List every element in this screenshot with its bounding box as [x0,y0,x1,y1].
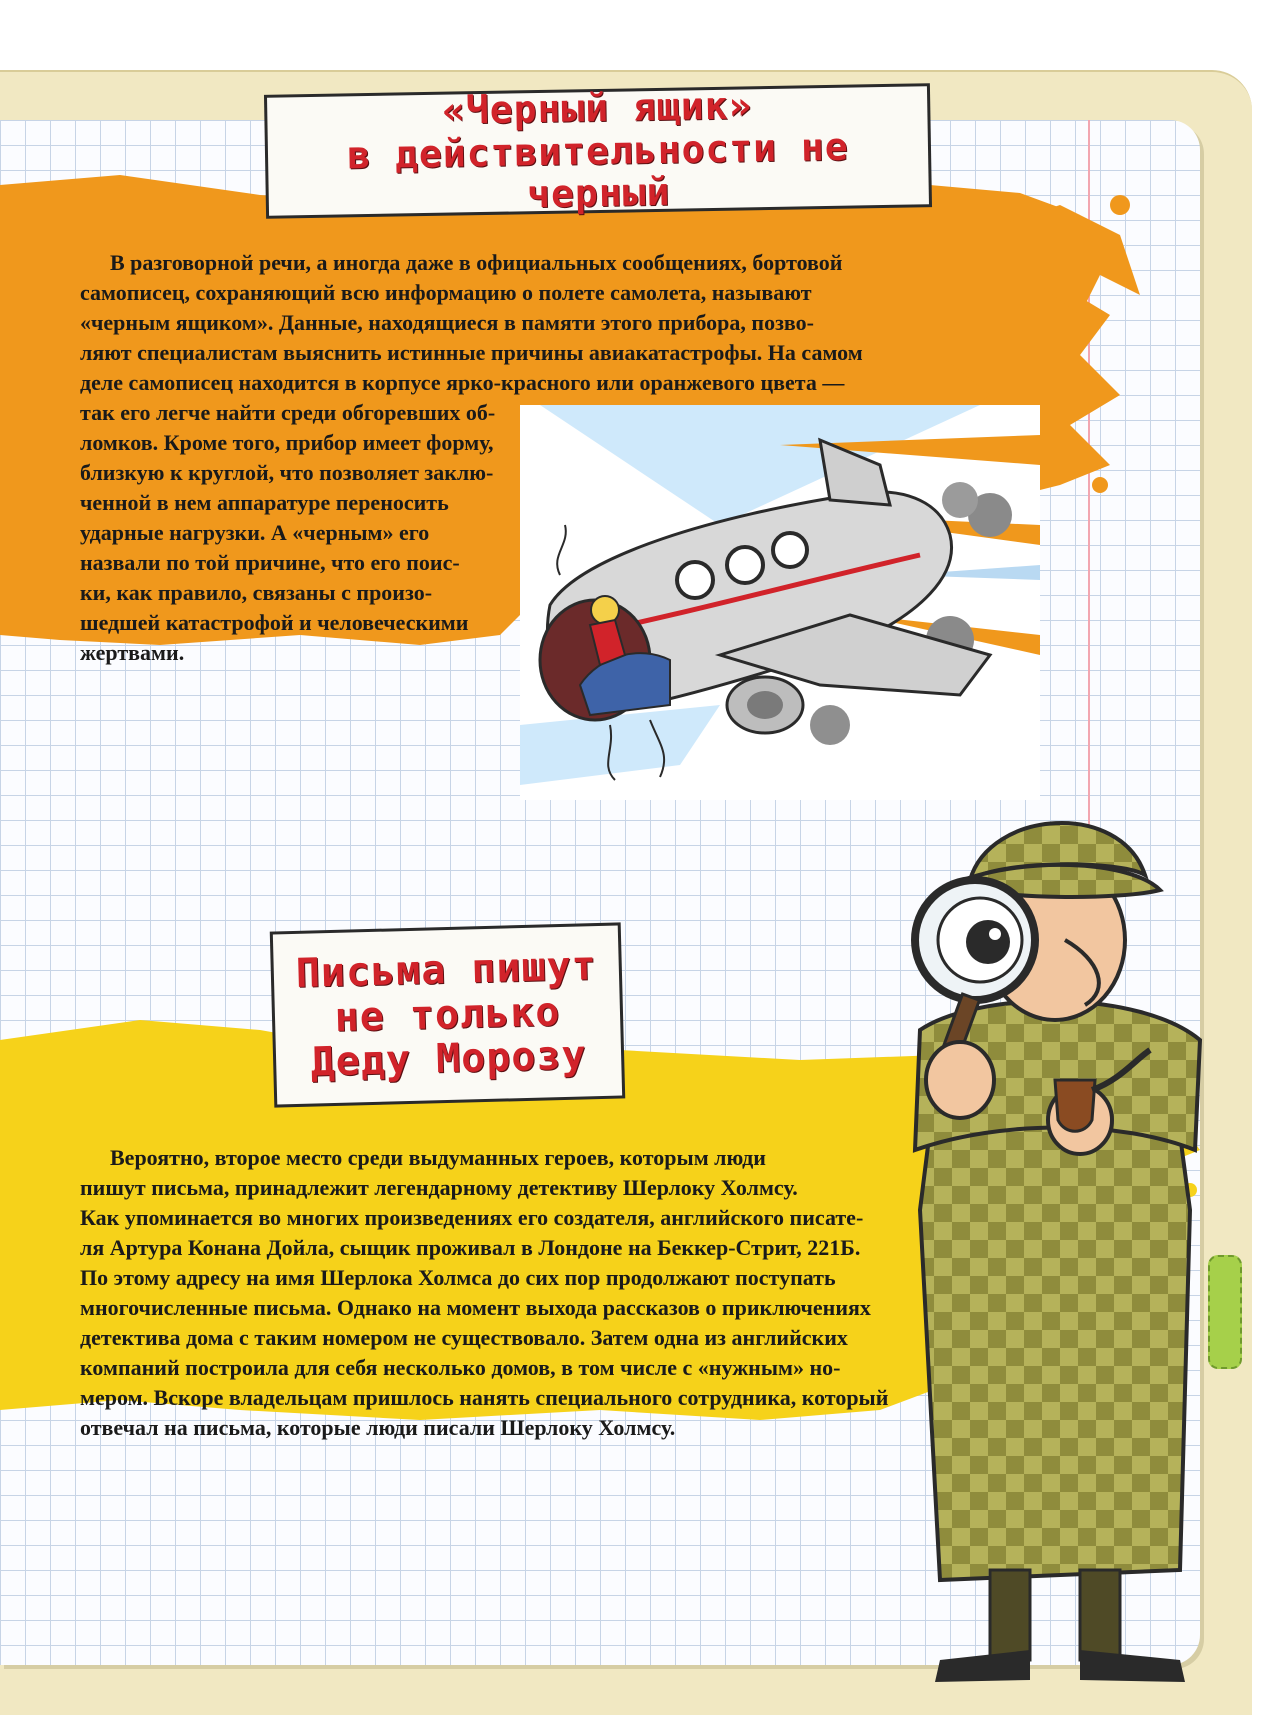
text-line: так его легче найти среди обгоревших об- [80,400,496,425]
text-line: деле самописец находится в корпусе ярко-красного или оранжевого цвета — [80,370,845,395]
green-paper-clip [1208,1255,1242,1369]
section2-title-banner [273,926,622,1105]
section1-title-line-1: «Черный ящик» [441,83,753,133]
text-line: ляют специалистам выяснить истинные причины авиакатастрофы. На самом [80,340,863,365]
text-line: компаний построила для себя несколько домов, в том числе с «нужным» но- [80,1355,841,1380]
section2-title-line-2: не только [334,988,561,1041]
section2-title-line-3: Деду Морозу [310,1032,588,1086]
text-line: ченной в нем аппаратуре переносить [80,490,449,515]
text-line: многочисленные письма. Однако на момент выхода рассказов о приключениях [80,1295,871,1320]
section1-paragraph [80,248,940,398]
section1-paragraph-narrow [80,398,510,668]
section1-title-line-2: в действительности не черный [346,124,850,217]
text-line: «черным ящиком». Данные, находящиеся в памяти этого прибора, позво- [80,310,814,335]
text-line: детектива дома с таким номером не существовало. Затем одна из английских [80,1325,848,1350]
text-line: В разговорной речи, а иногда даже в официальных сообщениях, бортовой [110,250,843,275]
text-line: По этому адресу на имя Шерлока Холмса до сих пор продолжают поступать [80,1265,836,1290]
text-line: назвали по той причине, что его поис- [80,550,460,575]
text-line: ки, как правило, связаны с произо- [80,580,433,605]
text-line: мером. Вскоре владельцам пришлось нанять специального сотрудника, который [80,1385,889,1410]
text-line: Вероятно, второе место среди выдуманных героев, которым люди [110,1145,766,1170]
text-line: жертвами. [80,640,185,665]
section2-paragraph [80,1143,935,1443]
text-line: ломков. Кроме того, прибор имеет форму, [80,430,494,455]
text-line: отвечал на письма, которые люди писали Шерлоку Холмсу. [80,1415,676,1440]
text-line: ля Артура Конана Дойла, сыщик проживал в Лондоне на Беккер-Стрит, 221Б. [80,1235,861,1260]
text-line: шедшей катастрофой и человеческими [80,610,469,635]
text-line: близкую к круглой, что позволяет заклю- [80,460,494,485]
section1-title-banner [267,83,929,217]
text-line: ударные нагрузки. А «черным» его [80,520,430,545]
text-line: Как упоминается во многих произведениях его создателя, английского писате- [80,1205,864,1230]
crashing-airplane-illustration [520,405,1040,800]
text-line: самописец, сохраняющий всю информацию о полете самолета, называют [80,280,812,305]
text-line: пишут письма, принадлежит легендарному детективу Шерлоку Холмсу. [80,1175,798,1200]
section2-title-line-1: Письма пишут [295,942,598,997]
detective-with-magnifier-illustration [880,790,1210,1690]
